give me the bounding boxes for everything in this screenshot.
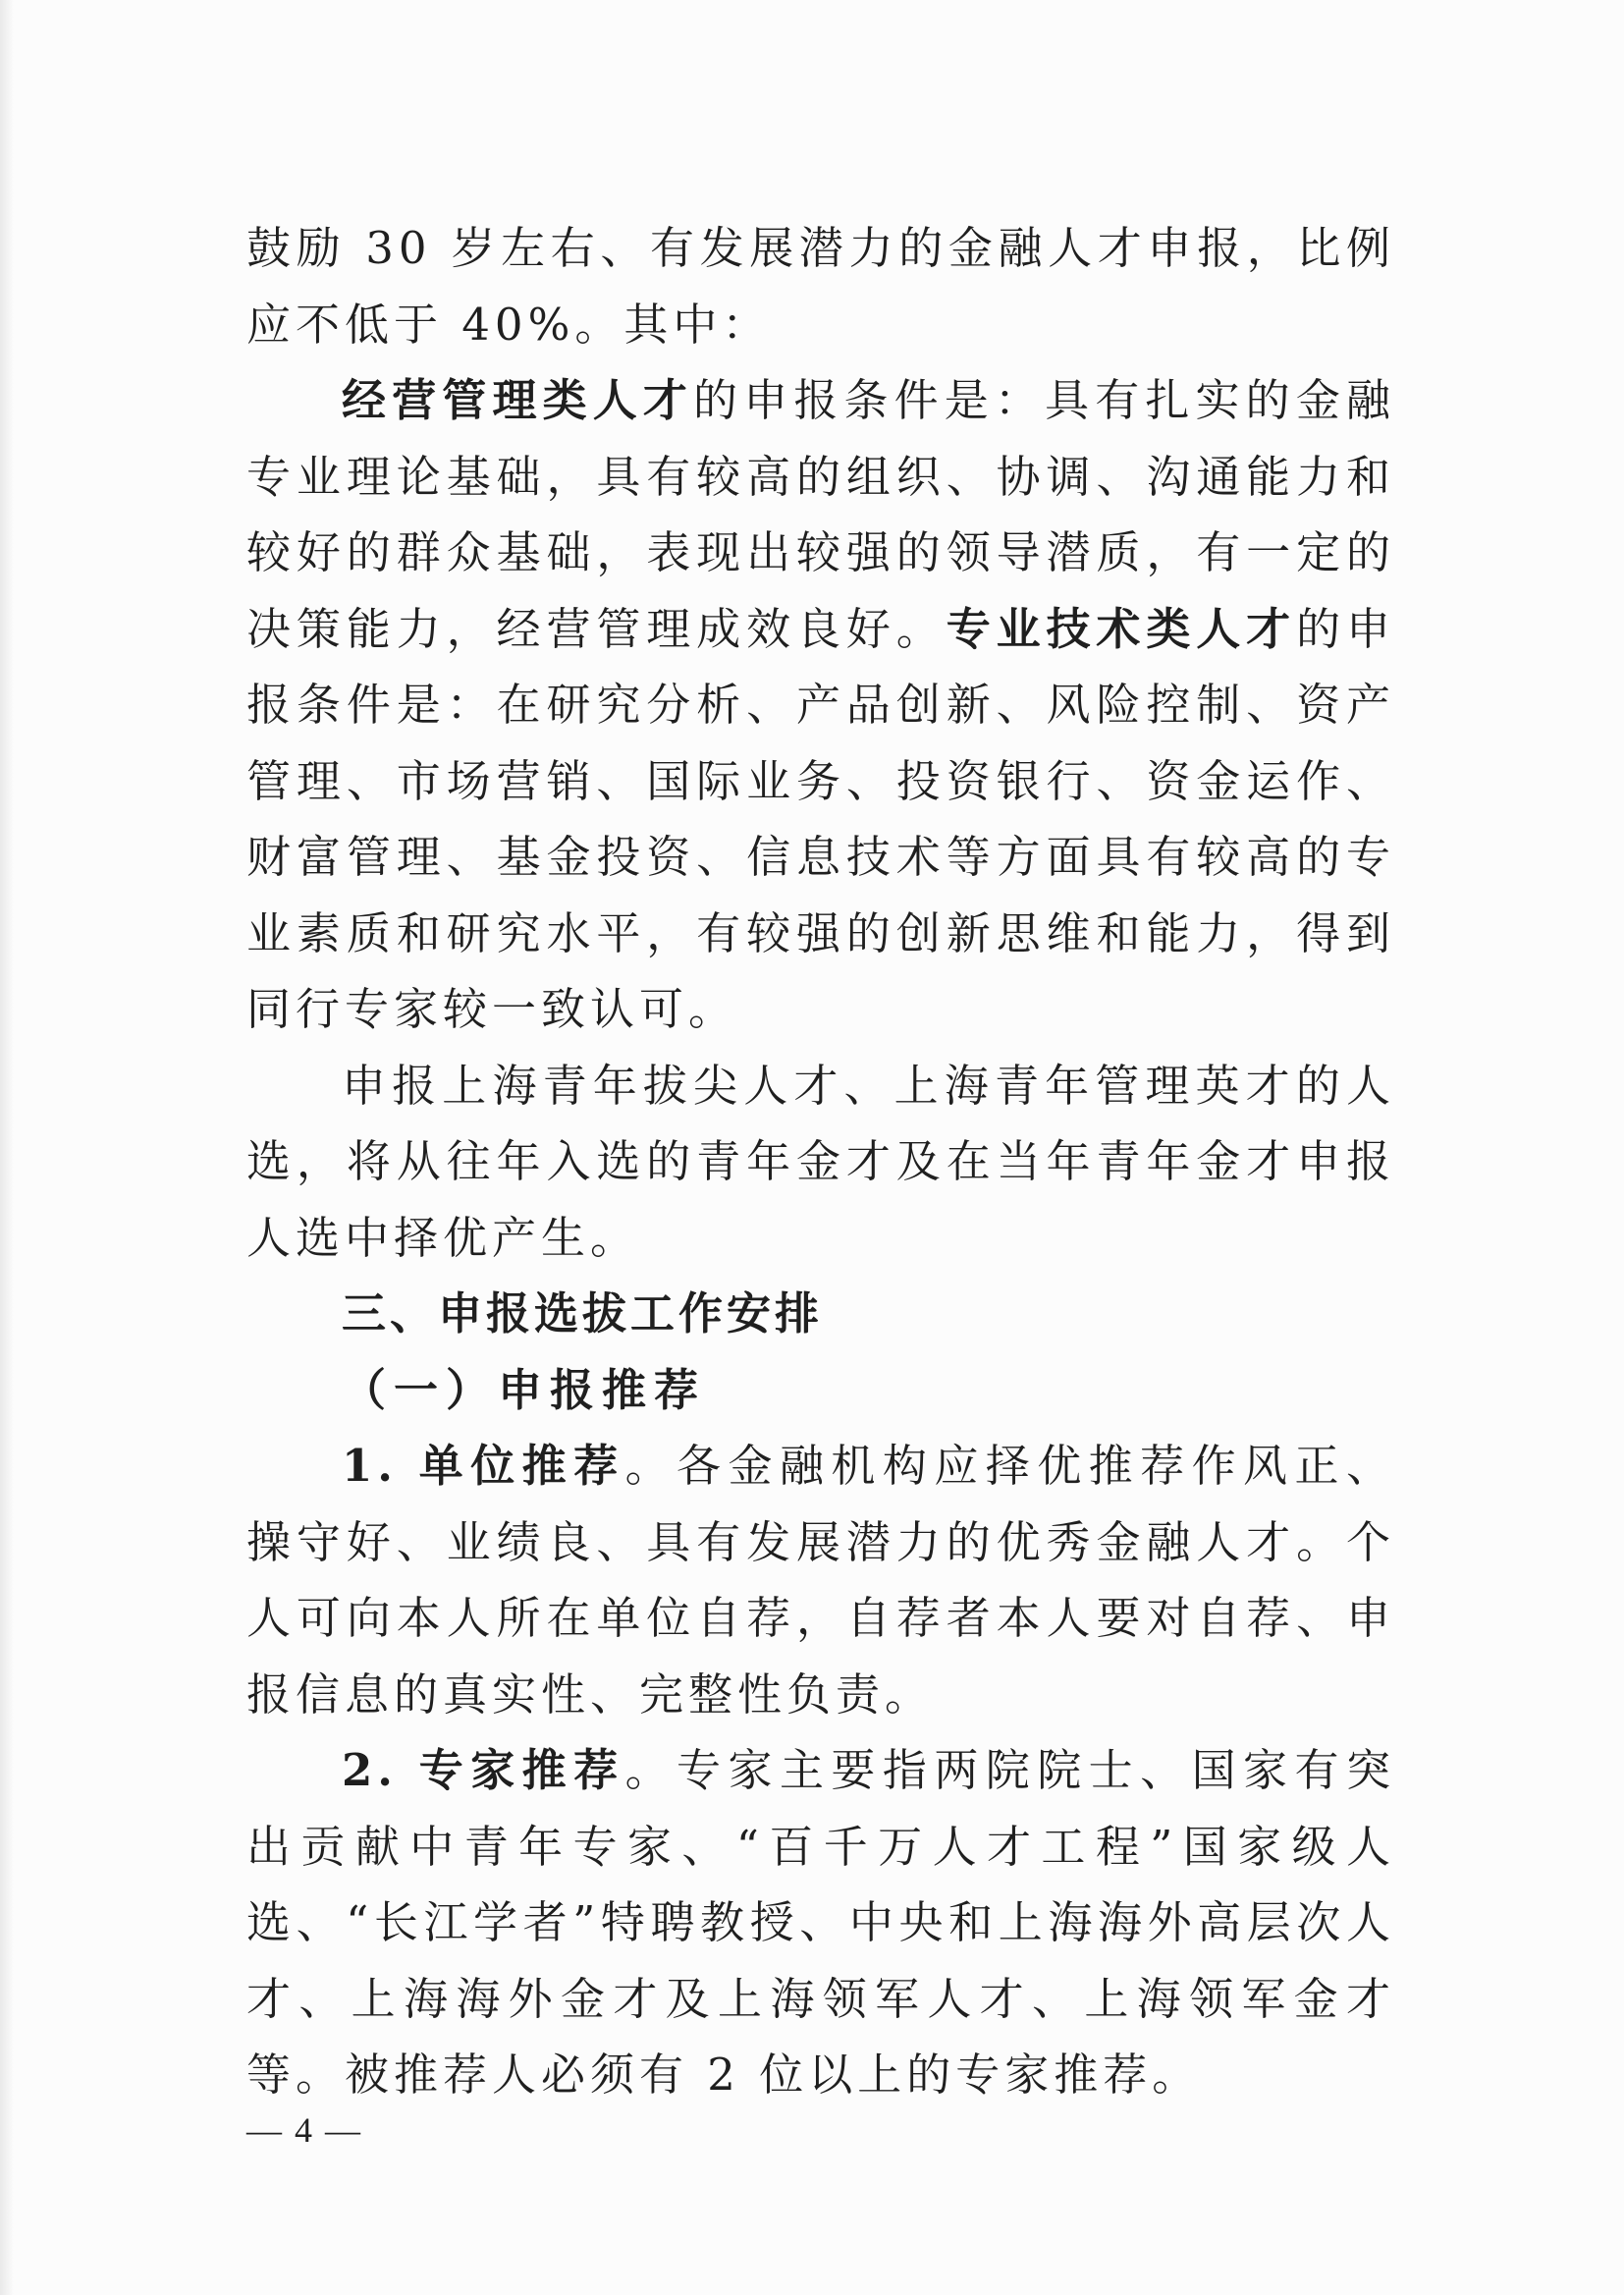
- subsection-heading-recommendation: （一）申报推荐: [342, 1363, 707, 1416]
- section-heading-selection-arrangement: 三、申报选拔工作安排: [342, 1287, 824, 1339]
- unit-recommendation-text: 。各金融机构应择优推荐作风正、操守好、业绩良、具有发展潜力的优秀金融人才。个人可向本人所在单位自荐，自荐者本人要对自荐、申报信息的真实性、完整性负责。: [246, 1440, 1395, 1721]
- paragraph-application-conditions: [246, 362, 1395, 1048]
- technical-talent-conditions: 的申报条件是：在研究分析、产品创新、风险控制、资产管理、市场营销、国际业务、投资银行、资金运作、财富管理、基金投资、信息技术等方面具有较高的专业素质和研究水平，有较强的创新思维和能力，得到同行专家较一致认可。: [246, 602, 1395, 1035]
- page-number: — 4 —: [246, 2110, 362, 2150]
- management-talent-conditions: 的申报条件是：具有扎实的金融专业理论基础，具有较高的组织、协调、沟通能力和较好的群众基础，表现出较强的领导潜质，有一定的决策能力，经营管理成效良好。: [246, 374, 1395, 655]
- paragraph-talent-ratio: 鼓励 30 岁左右、有发展潜力的金融人才申报，比例应不低于 40%。其中：: [246, 222, 1395, 351]
- paragraph-expert-recommendation: [246, 1732, 1395, 2113]
- scan-edge-shadow: [0, 0, 14, 2295]
- document-body: [246, 210, 1395, 2113]
- unit-recommendation-title: 单位推荐: [418, 1440, 625, 1492]
- paragraph-youth-talent-selection: 申报上海青年拔尖人才、上海青年管理英才的人选，将从往年入选的青年金才及在当年青年金才申报人选中择优产生。: [246, 1059, 1395, 1264]
- expert-recommendation-title: 专家推荐: [418, 1744, 625, 1796]
- item-number-2: 2.: [342, 1744, 398, 1796]
- technical-talent-label: 专业技术类人才: [946, 602, 1297, 655]
- management-talent-label: 经营管理类人才: [342, 374, 694, 426]
- item-number-1: 1.: [342, 1440, 398, 1492]
- paragraph-unit-recommendation: [246, 1428, 1395, 1732]
- expert-recommendation-text: 。专家主要指两院院士、国家有突出贡献中青年专家、“百千万人才工程”国家级人选、“长江学者”特聘教授、中央和上海海外高层次人才、上海海外金才及上海领军人才、上海领军金才等。被推荐人必须有 2 位以上的专家推荐。: [246, 1744, 1395, 2101]
